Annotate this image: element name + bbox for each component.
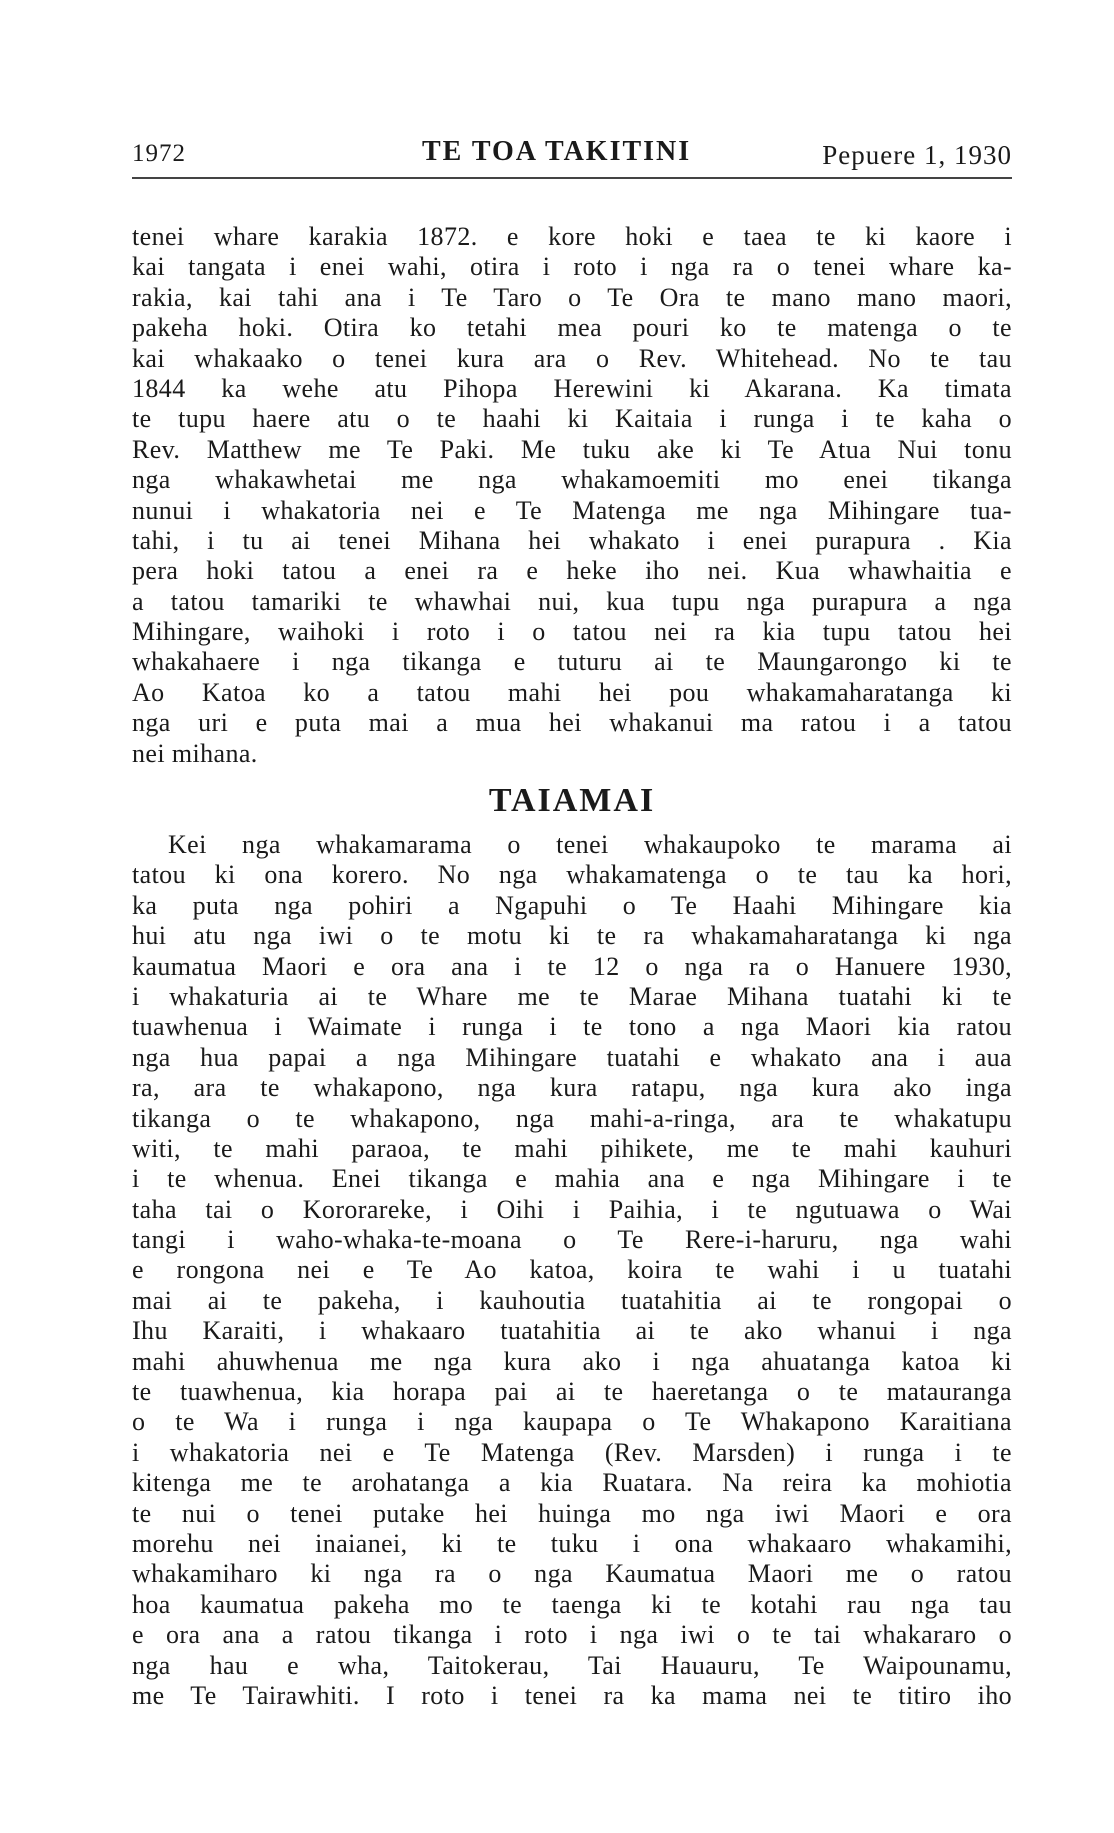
text-line: witi, te mahi paraoa, te mahi pihikete, me te mahi kauhuri (132, 1133, 1012, 1163)
text-line: ra, ara te whakapono, nga kura ratapu, nga kura ako inga (132, 1073, 1012, 1103)
text-line: hoa kaumatua pakeha mo te taenga ki te kotahi rau nga tau (132, 1589, 1012, 1619)
text-line: o te Wa i runga i nga kaupapa o Te Whakapono Karaitiana (132, 1407, 1012, 1437)
text-line: ka puta nga pohiri a Ngapuhi o Te Haahi Mihingare kia (132, 890, 1012, 920)
text-line: Ao Katoa ko a tatou mahi hei pou whakamaharatanga ki (132, 677, 1012, 707)
text-line: taha tai o Kororareke, i Oihi i Paihia, i te ngutuawa o Wai (132, 1194, 1012, 1224)
text-line: a tatou tamariki te whawhai nui, kua tupu nga purapura a nga (132, 586, 1012, 616)
text-line: Kei nga whakamarama o tenei whakaupoko te marama ai (168, 830, 1012, 859)
text-line: tangi i waho-whaka-te-moana o Te Rere-i-haruru, nga wahi (132, 1225, 1012, 1255)
text-line: nga hua papai a nga Mihingare tuatahi e whakato ana i aua (132, 1042, 1012, 1072)
text-line: tahi, i tu ai tenei Mihana hei whakato i enei purapura . Kia (132, 525, 1012, 555)
text-line: whakamiharo ki nga ra o nga Kaumatua Maori me o ratou (132, 1559, 1012, 1589)
text-line: tatou ki ona korero. No nga whakamatenga o te tau ka hori, (132, 860, 1012, 890)
text-line: pera hoki tatou a enei ra e heke iho nei. Kua whawhaitia e (132, 556, 1012, 586)
masthead-title: TE TOA TAKITINI (422, 136, 692, 167)
text-line: mahi ahuwhenua me nga kura ako i nga ahuatanga katoa ki (132, 1346, 1012, 1376)
text-line: tikanga o te whakapono, nga mahi-a-ringa, ara te whakatupu (132, 1103, 1012, 1133)
page-number: 1972 (132, 140, 186, 167)
text-line: kitenga me te arohatanga a kia Ruatara. Na reira ka mohiotia (132, 1468, 1012, 1498)
text-line: hui atu nga iwi o te motu ki te ra whakamaharatanga ki nga (132, 921, 1012, 951)
text-line: i whakatoria nei e Te Matenga (Rev. Marsden) i runga i te (132, 1437, 1012, 1467)
text-line: whakahaere i nga tikanga e tuturu ai te Maungarongo ki te (132, 647, 1012, 677)
text-line: rakia, kai tahi ana i Te Taro o Te Ora te mano mano maori, (132, 282, 1012, 312)
text-line: 1844 ka wehe atu Pihopa Herewini ki Akarana. Ka timata (132, 373, 1012, 403)
text-line: i whakaturia ai te Whare me te Marae Mihana tuatahi ki te (132, 981, 1012, 1011)
text-line: e ora ana a ratou tikanga i roto i nga iwi o te tai whakararo o (132, 1620, 1012, 1650)
text-line: nunui i whakatoria nei e Te Matenga me nga Mihingare tua- (132, 495, 1012, 525)
text-line: te tupu haere atu o te haahi ki Kaitaia i runga i te kaha o (132, 404, 1012, 434)
text-line: kaumatua Maori e ora ana i te 12 o nga ra o Hanuere 1930, (132, 951, 1012, 981)
text-line: kai whakaako o tenei kura ara o Rev. Whitehead. No te tau (132, 343, 1012, 373)
text-line: Rev. Matthew me Te Paki. Me tuku ake ki Te Atua Nui tonu (132, 434, 1012, 464)
text-line: kai tangata i enei wahi, otira i roto i nga ra o tenei whare ka- (132, 252, 1012, 282)
header-rule (132, 177, 1012, 179)
taiamai-article (132, 830, 1012, 1711)
section-heading: TAIAMAI (488, 782, 656, 819)
text-line: me Te Tairawhiti. I roto i tenei ra ka mama nei te titiro iho (132, 1680, 1012, 1710)
text-line: nga hau e wha, Taitokerau, Tai Hauauru, Te Waipounamu, (132, 1650, 1012, 1680)
text-line: te tuawhenua, kia horapa pai ai te haeretanga o te matauranga (132, 1377, 1012, 1407)
text-line: pakeha hoki. Otira ko tetahi mea pouri ko te matenga o te (132, 313, 1012, 343)
text-line: Ihu Karaiti, i whakaaro tuatahitia ai te ako whanui i nga (132, 1316, 1012, 1346)
text-line: e rongona nei e Te Ao katoa, koira te wahi i u tuatahi (132, 1255, 1012, 1285)
text-line: Mihingare, waihoki i roto i o tatou nei ra kia tupu tatou hei (132, 617, 1012, 647)
text-line: tuawhenua i Waimate i runga i te tono a nga Maori kia ratou (132, 1012, 1012, 1042)
text-line: nei mihana. (132, 738, 258, 768)
text-line: morehu nei inaianei, ki te tuku i ona whakaaro whakamihi, (132, 1528, 1012, 1558)
text-line: nga whakawhetai me nga whakamoemiti mo enei tikanga (132, 465, 1012, 495)
issue-date: Pepuere 1, 1930 (822, 140, 1012, 170)
text-line: mai ai te pakeha, i kauhoutia tuatahitia ai te rongopai o (132, 1285, 1012, 1315)
article-continuation (132, 222, 1012, 769)
text-line: tenei whare karakia 1872. e kore hoki e taea te ki kaore i (132, 222, 1012, 251)
page-header (132, 134, 1012, 178)
text-line: nga uri e puta mai a mua hei whakanui ma ratou i a tatou (132, 708, 1012, 738)
text-line: te nui o tenei putake hei huinga mo nga iwi Maori e ora (132, 1498, 1012, 1528)
text-line: i te whenua. Enei tikanga e mahia ana e nga Mihingare i te (132, 1164, 1012, 1194)
